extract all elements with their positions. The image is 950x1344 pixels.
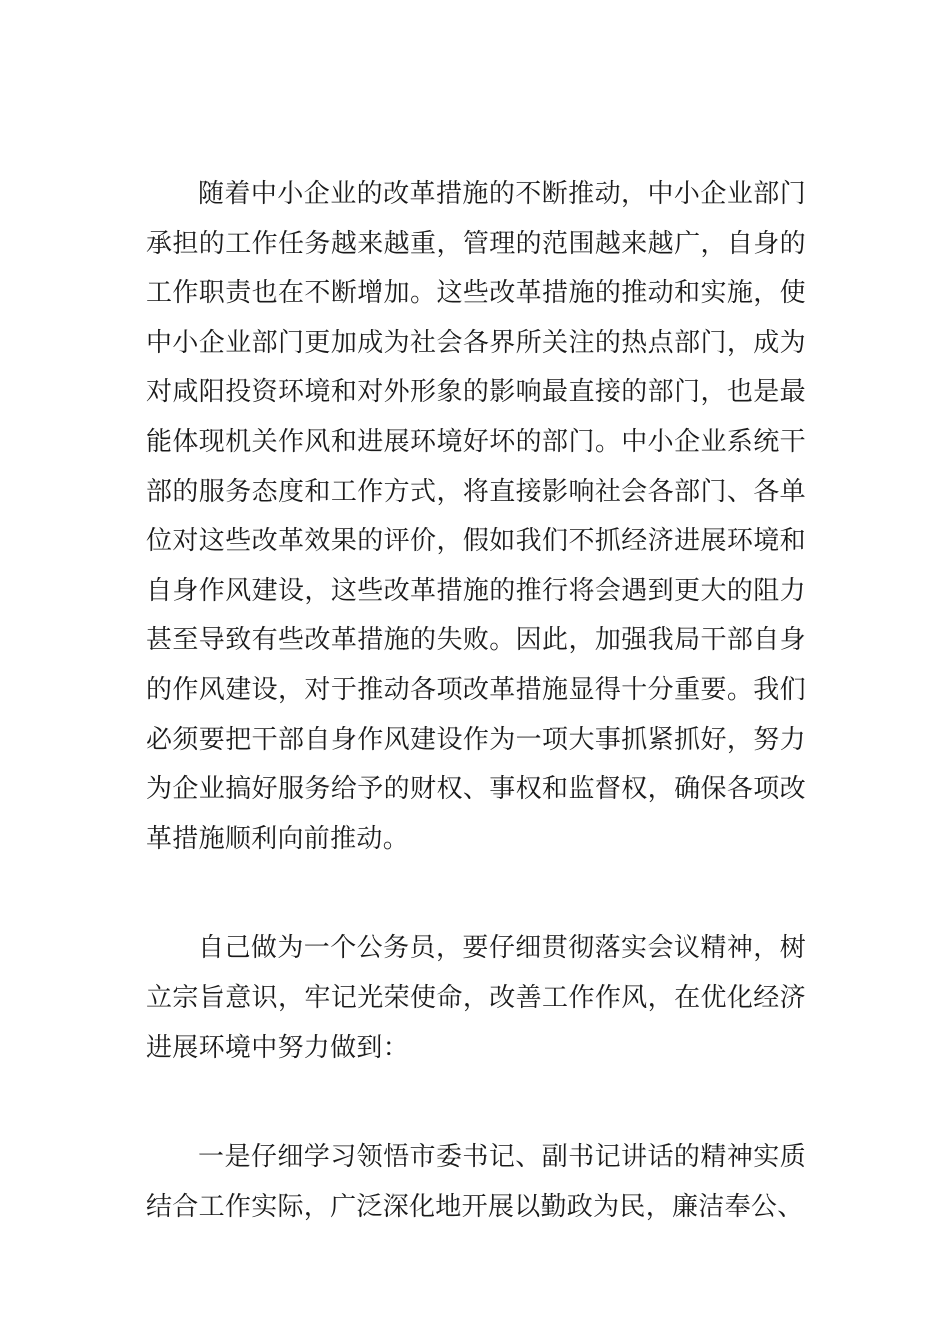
paragraph-reform-measures: 随着中小企业的改革措施的不断推动，中小企业部门承担的工作任务越来越重，管理的范围越来越广，自身的工作职责也在不断增加。这些改革措施的推动和实施，使中小企业部门更加成为社会各界所关注的热点部门，成为对咸阳投资环境和对外形象的影响最直接的部门，也是最能体现机关作风和进展环境好坏的部门。中小企业系统干部的服务态度和工作方式，将直接影响社会各部门、各单位对这些改革效果的评价，假如我们不抓经济进展环境和自身作风建设，这些改革措施的推行将会遇到更大的阻力甚至导致有些改革措施的失败。因此，加强我局干部自身的作风建设，对于推动各项改革措施显得十分重要。我们必须要把干部自身作风建设作为一项大事抓紧抓好，努力为企业搞好服务给予的财权、事权和监督权，确保各项改革措施顺利向前推动。 [146,179,806,854]
document-body [146,170,806,1232]
paragraph-civil-servant: 自己做为一个公务员，要仔细贯彻落实会议精神，树立宗旨意识，牢记光荣使命，改善工作作风，在优化经济进展环境中努力做到： [146,933,806,1063]
paragraph-point-one: 一是仔细学习领悟市委书记、副书记讲话的精神实质结合工作实际，广泛深化地开展以勤政为民，廉洁奉公、 [146,1142,806,1222]
